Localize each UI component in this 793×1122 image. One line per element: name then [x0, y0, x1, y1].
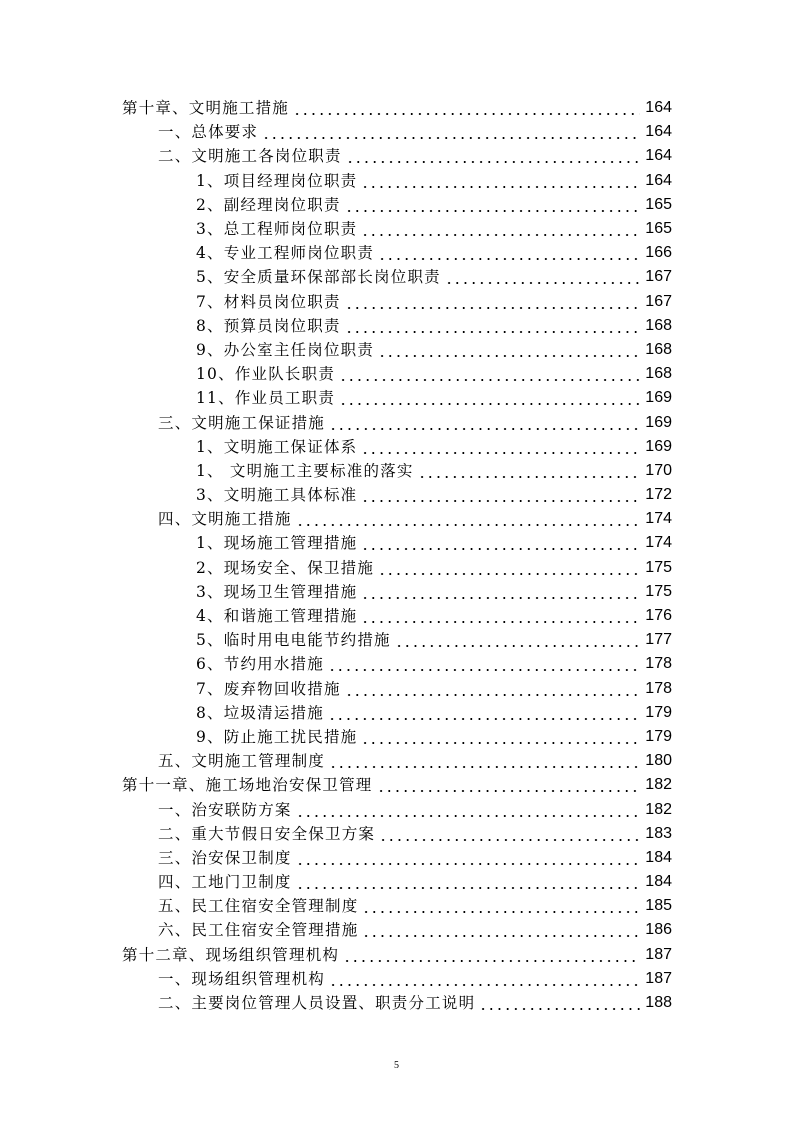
toc-entry[interactable] [0, 822, 793, 846]
toc-entry[interactable] [0, 193, 793, 217]
toc-entry-page: 185 [645, 897, 672, 915]
toc-entry-title: 二、重大节假日安全保卫方案 [158, 824, 376, 843]
toc-entry-page: 169 [645, 437, 672, 455]
dot-leader [361, 729, 640, 745]
toc-entry-page: 182 [645, 800, 672, 818]
toc-entry-title: 1、现场施工管理措施 [196, 534, 358, 553]
dot-leader [339, 390, 640, 406]
dot-leader [296, 850, 640, 866]
toc-entry-page: 164 [645, 171, 672, 189]
toc-entry-title: 1、文明施工保证体系 [196, 437, 358, 456]
toc-entry[interactable] [0, 290, 793, 314]
page-number: 5 [394, 1060, 399, 1071]
dot-leader [377, 777, 640, 793]
dot-leader [296, 511, 640, 527]
dot-leader [329, 971, 640, 987]
dot-leader [329, 753, 640, 769]
toc-entry-title: 4、专业工程师岗位职责 [196, 244, 375, 263]
toc-entry-title: 1、 文明施工主要标准的落实 [196, 461, 414, 480]
dot-leader [328, 705, 640, 721]
toc-entry-page: 180 [645, 752, 672, 770]
dot-leader [345, 318, 640, 334]
toc-entry-title: 4、和谐施工管理措施 [196, 607, 358, 626]
toc-entry[interactable] [0, 773, 793, 797]
dot-leader [345, 681, 640, 697]
toc-entry-title: 四、文明施工措施 [158, 510, 292, 529]
dot-leader [296, 874, 640, 890]
toc-entry[interactable] [0, 894, 793, 918]
toc-entry[interactable] [0, 169, 793, 193]
toc-entry-title: 一、总体要求 [158, 123, 259, 142]
toc-entry[interactable] [0, 604, 793, 628]
toc-entry-page: 167 [645, 292, 672, 310]
toc-entry-title: 3、文明施工具体标准 [196, 486, 358, 505]
toc-entry-page: 172 [645, 486, 672, 504]
toc-entry-title: 五、文明施工管理制度 [158, 752, 326, 771]
toc-entry-page: 166 [645, 244, 672, 262]
toc-entry-page: 188 [645, 994, 672, 1012]
toc-entry-title: 一、治安联防方案 [158, 800, 292, 819]
toc-entry[interactable] [0, 483, 793, 507]
toc-entry[interactable] [0, 749, 793, 773]
toc-entry[interactable] [0, 241, 793, 265]
toc-entry-page: 186 [645, 921, 672, 939]
toc-entry[interactable] [0, 507, 793, 531]
toc-entry-page: 168 [645, 316, 672, 334]
toc-entry-page: 179 [645, 703, 672, 721]
dot-leader [262, 124, 640, 140]
dot-leader [361, 173, 640, 189]
toc-entry-title: 第十二章、现场组织管理机构 [122, 945, 340, 964]
toc-entry-page: 167 [645, 268, 672, 286]
toc-entry-title: 8、垃圾清运措施 [196, 703, 324, 722]
dot-leader [395, 632, 640, 648]
toc-entry[interactable] [0, 943, 793, 967]
dot-leader [378, 245, 640, 261]
toc-entry[interactable] [0, 797, 793, 821]
dot-leader [346, 148, 640, 164]
toc-entry-title: 2、副经理岗位职责 [196, 195, 341, 214]
toc-entry[interactable] [0, 967, 793, 991]
toc-entry[interactable] [0, 652, 793, 676]
toc-entry[interactable] [0, 314, 793, 338]
dot-leader [296, 802, 640, 818]
toc-entry-page: 176 [645, 607, 672, 625]
toc-entry-page: 164 [645, 147, 672, 165]
toc-entry-title: 二、文明施工各岗位职责 [158, 147, 342, 166]
toc-entry-title: 5、临时用电电能节约措施 [196, 631, 391, 650]
toc-entry-title: 第十章、文明施工措施 [122, 99, 290, 118]
toc-entry[interactable] [0, 556, 793, 580]
toc-entry-page: 178 [645, 679, 672, 697]
dot-leader [339, 366, 640, 382]
dot-leader [418, 463, 640, 479]
toc-entry-title: 3、现场卫生管理措施 [196, 582, 358, 601]
dot-leader [378, 342, 640, 358]
toc-entry-page: 164 [645, 123, 672, 141]
table-of-contents [0, 96, 793, 1015]
toc-entry-title: 四、工地门卫制度 [158, 873, 292, 892]
toc-entry-page: 178 [645, 655, 672, 673]
toc-entry[interactable] [0, 628, 793, 652]
toc-entry-page: 177 [645, 631, 672, 649]
toc-entry-page: 174 [645, 534, 672, 552]
dot-leader [293, 100, 640, 116]
dot-leader [345, 197, 640, 213]
dot-leader [379, 826, 640, 842]
toc-entry-page: 182 [645, 776, 672, 794]
toc-entry-page: 183 [645, 824, 672, 842]
toc-entry[interactable] [0, 217, 793, 241]
toc-entry-title: 6、节约用水措施 [196, 655, 324, 674]
toc-entry-title: 1、项目经理岗位职责 [196, 171, 358, 190]
toc-entry[interactable] [0, 410, 793, 434]
toc-entry-title: 10、作业队长职责 [196, 365, 336, 384]
toc-entry-page: 184 [645, 873, 672, 891]
toc-entry[interactable] [0, 362, 793, 386]
toc-entry[interactable] [0, 870, 793, 894]
dot-leader [362, 922, 640, 938]
toc-entry-title: 二、主要岗位管理人员设置、职责分工说明 [158, 994, 476, 1013]
toc-entry-page: 170 [645, 461, 672, 479]
dot-leader [361, 487, 640, 503]
toc-entry-title: 2、现场安全、保卫措施 [196, 558, 375, 577]
toc-entry[interactable] [0, 846, 793, 870]
toc-entry-title: 五、民工住宿安全管理制度 [158, 897, 359, 916]
toc-entry-page: 164 [645, 99, 672, 117]
dot-leader [343, 947, 640, 963]
dot-leader [361, 584, 640, 600]
toc-entry-page: 187 [645, 969, 672, 987]
dot-leader [345, 294, 640, 310]
toc-entry-title: 9、防止施工扰民措施 [196, 727, 358, 746]
dot-leader [378, 560, 640, 576]
toc-entry-title: 8、预算员岗位职责 [196, 316, 341, 335]
toc-entry[interactable] [0, 701, 793, 725]
toc-entry-page: 174 [645, 510, 672, 528]
toc-entry-title: 11、作业员工职责 [196, 389, 336, 408]
dot-leader [479, 995, 640, 1011]
toc-entry-page: 168 [645, 365, 672, 383]
toc-entry[interactable] [0, 96, 793, 120]
dot-leader [361, 535, 640, 551]
toc-entry[interactable] [0, 459, 793, 483]
toc-entry-title: 7、材料员岗位职责 [196, 292, 341, 311]
dot-leader [329, 415, 640, 431]
toc-entry[interactable] [0, 918, 793, 942]
toc-entry-page: 187 [645, 945, 672, 963]
toc-entry-page: 184 [645, 848, 672, 866]
toc-entry-title: 第十一章、施工场地治安保卫管理 [122, 776, 373, 795]
toc-entry[interactable] [0, 386, 793, 410]
toc-entry[interactable] [0, 435, 793, 459]
toc-entry-title: 一、现场组织管理机构 [158, 969, 326, 988]
toc-entry-title: 5、安全质量环保部部长岗位职责 [196, 268, 441, 287]
toc-entry-title: 六、民工住宿安全管理措施 [158, 921, 359, 940]
toc-entry[interactable] [0, 265, 793, 289]
toc-entry[interactable] [0, 531, 793, 555]
toc-entry-page: 165 [645, 195, 672, 213]
toc-entry-title: 7、废弃物回收措施 [196, 679, 341, 698]
toc-entry-title: 9、办公室主任岗位职责 [196, 340, 375, 359]
toc-entry-title: 三、治安保卫制度 [158, 848, 292, 867]
toc-entry[interactable] [0, 144, 793, 168]
dot-leader [361, 439, 640, 455]
dot-leader [361, 608, 640, 624]
toc-entry[interactable] [0, 120, 793, 144]
toc-entry[interactable] [0, 725, 793, 749]
toc-entry-page: 179 [645, 727, 672, 745]
toc-entry-page: 168 [645, 340, 672, 358]
toc-entry-page: 169 [645, 389, 672, 407]
toc-entry-page: 175 [645, 558, 672, 576]
toc-entry-page: 169 [645, 413, 672, 431]
toc-entry[interactable] [0, 677, 793, 701]
dot-leader [362, 898, 640, 914]
dot-leader [445, 269, 640, 285]
toc-entry-title: 3、总工程师岗位职责 [196, 220, 358, 239]
toc-entry-page: 165 [645, 220, 672, 238]
toc-entry-title: 三、文明施工保证措施 [158, 413, 326, 432]
toc-entry[interactable] [0, 991, 793, 1015]
toc-entry[interactable] [0, 338, 793, 362]
toc-entry-page: 175 [645, 582, 672, 600]
toc-entry[interactable] [0, 580, 793, 604]
dot-leader [328, 656, 640, 672]
dot-leader [361, 221, 640, 237]
